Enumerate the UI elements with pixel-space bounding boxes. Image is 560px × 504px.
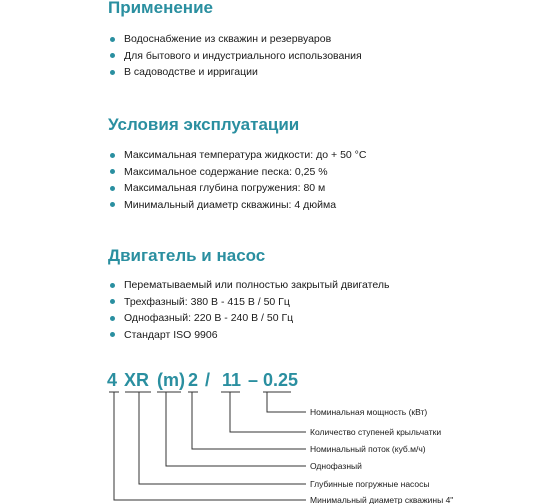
- leader-lines: [114, 392, 306, 500]
- code-part-power: 0.25: [263, 370, 299, 390]
- label-flow: Номинальный поток (куб.м/ч): [310, 444, 426, 454]
- list-item: Для бытового и индустриального использования: [108, 48, 548, 65]
- section-title-application: Применение: [108, 0, 213, 17]
- leader-power: [267, 392, 306, 412]
- list-item: Стандарт ISO 9906: [108, 327, 548, 344]
- code-part-diameter: 4: [107, 370, 118, 390]
- leader-flow: [192, 392, 306, 449]
- label-series: Глубинные погружные насосы: [310, 479, 430, 489]
- list-item: В садоводстве и ирригации: [108, 64, 548, 81]
- label-single-phase: Однофазный: [310, 461, 362, 471]
- code-part-series: XR: [124, 370, 150, 390]
- list-item: Водоснабжение из скважин и резервуаров: [108, 31, 548, 48]
- leader-series: [139, 392, 306, 484]
- label-power: Номинальная мощность (кВт): [310, 407, 428, 417]
- list-item: Минимальный диаметр скважины: 4 дюйма: [108, 197, 548, 214]
- list-item: Максимальная температура жидкости: до + 50 °C: [108, 147, 548, 164]
- code-part-stages: 11: [222, 370, 242, 390]
- section-title-motor-pump: Двигатель и насос: [108, 246, 266, 265]
- code-part-flow: 2: [188, 370, 199, 390]
- leader-single-phase: [166, 392, 306, 466]
- code-part-slash: /: [205, 370, 211, 390]
- label-diameter: Минимальный диаметр скважины 4": [310, 495, 454, 504]
- list-item: Перематываемый или полностью закрытый двигатель: [108, 277, 548, 294]
- section-title-conditions: Условия эксплуатации: [108, 115, 300, 134]
- label-stages: Количество ступеней крыльчатки: [310, 427, 442, 437]
- code-part-dash: –: [248, 370, 259, 390]
- list-item: Максимальная глубина погружения: 80 м: [108, 180, 548, 197]
- list-item: Максимальное содержание песка: 0,25 %: [108, 164, 548, 181]
- code-part-single-phase: (m): [157, 370, 185, 390]
- list-item: Однофазный: 220 В - 240 В / 50 Гц: [108, 310, 548, 327]
- list-item: Трехфазный: 380 В - 415 В / 50 Гц: [108, 294, 548, 311]
